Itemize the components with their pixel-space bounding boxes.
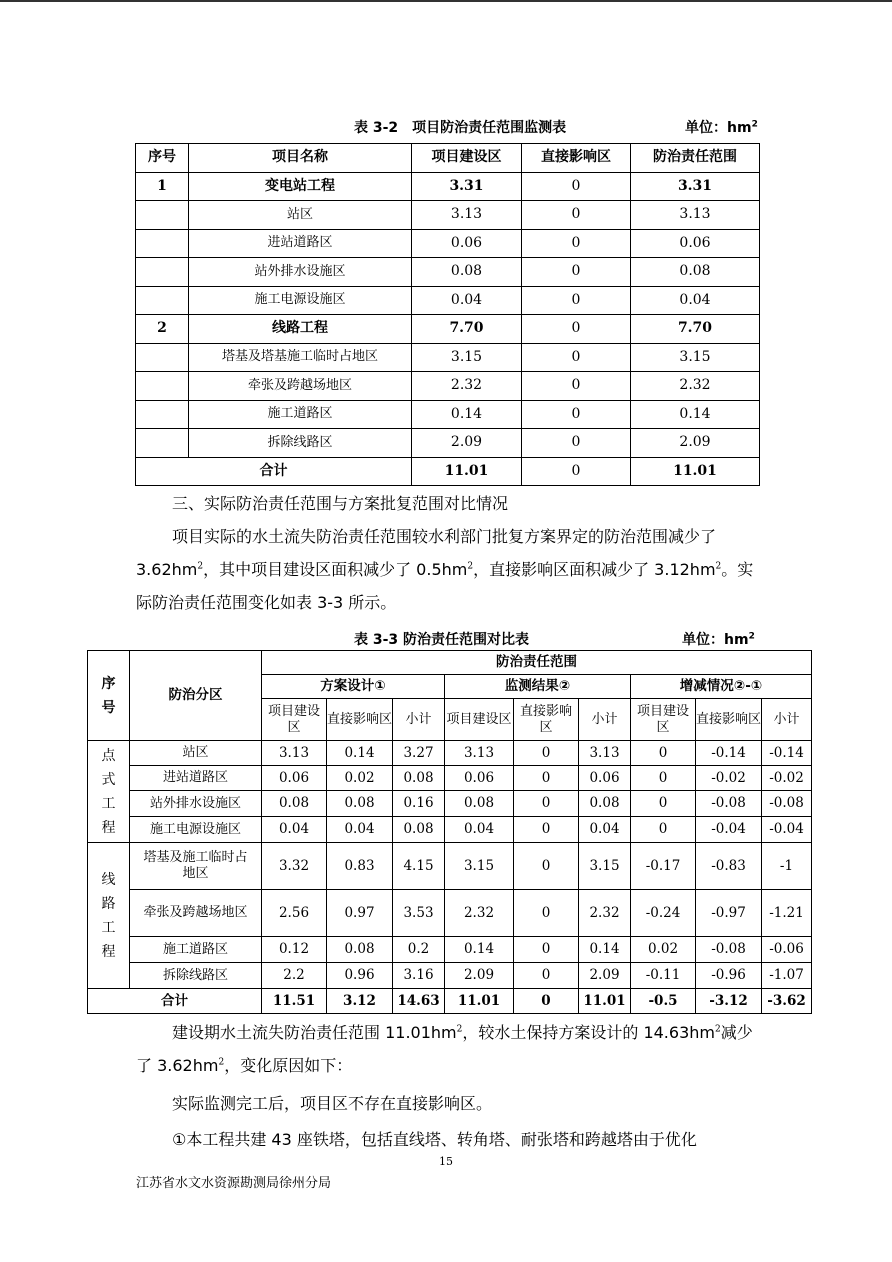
total-cell: -0.5 [631, 989, 696, 1014]
cell-value: 0 [514, 817, 579, 843]
cell-value: 0 [514, 963, 579, 989]
cell-value: 2.56 [262, 890, 327, 937]
cell-build: 3.13 [412, 201, 522, 230]
cell-total: 7.70 [631, 315, 760, 344]
cell-zone-name: 施工电源设施区 [130, 817, 262, 843]
total-cell: -3.62 [762, 989, 812, 1014]
cell-value: -1.21 [762, 890, 812, 937]
table-row [136, 286, 760, 315]
header-direct-area: 直接影响区 [522, 144, 631, 173]
cell-value: 0.06 [445, 766, 514, 791]
cell-name: 进站道路区 [189, 229, 412, 258]
table-row [136, 201, 760, 230]
table-row [136, 429, 760, 458]
section-heading: 三、实际防治责任范围与方案批复范围对比情况 [172, 494, 509, 513]
cell-zone-name: 进站道路区 [130, 766, 262, 791]
table-row [136, 315, 760, 344]
cell-value: -0.08 [696, 791, 762, 817]
table-row [88, 817, 812, 843]
paragraph-range-change: 项目实际的水土流失防治责任范围较水利部门批复方案界定的防治范围减少了 $3.62hm^2$，其中项目建设区面积减少了 $0.5hm^2$，直接影响区面积减少了 $3.12hm^2$。实际防治责任范围变化如表 3-3 所示。 [136, 527, 754, 612]
cell-build: 3.15 [412, 343, 522, 372]
cell-value: -1 [762, 843, 812, 890]
cell-value: 0.08 [327, 937, 393, 963]
table-total-row [88, 989, 812, 1014]
cell-direct: 0 [522, 172, 631, 201]
group-line-engineering: 线路工程 [88, 843, 130, 989]
cell-value: 3.16 [393, 963, 445, 989]
cell-direct: 0 [522, 400, 631, 429]
sub-subtotal: 小计 [393, 699, 445, 741]
cell-total: 2.32 [631, 372, 760, 401]
cell-value: -0.08 [762, 791, 812, 817]
cell-value: 3.13 [579, 741, 631, 766]
cell-name: 塔基及塔基施工临时占地区 [189, 343, 412, 372]
cell-name: 站区 [189, 201, 412, 230]
total-direct: 0 [522, 457, 631, 486]
cell-no [136, 372, 189, 401]
cell-no [136, 429, 189, 458]
cell-direct: 0 [522, 229, 631, 258]
cell-no: 1 [136, 172, 189, 201]
cell-value: 0.04 [579, 817, 631, 843]
cell-build: 0.06 [412, 229, 522, 258]
cell-direct: 0 [522, 343, 631, 372]
table-row [88, 843, 812, 890]
cell-name: 站外排水设施区 [189, 258, 412, 287]
sub-subtotal: 小计 [762, 699, 812, 741]
cell-value: 3.53 [393, 890, 445, 937]
cell-value: -0.17 [631, 843, 696, 890]
total-cell: 14.63 [393, 989, 445, 1014]
cell-value: 0 [631, 817, 696, 843]
total-cell: 0 [514, 989, 579, 1014]
cell-zone-name: 塔基及施工临时占地区 [130, 843, 262, 890]
cell-value: -0.11 [631, 963, 696, 989]
paragraph-construction-range: 建设期水土流失防治责任范围 $11.01hm^2$，较水土保持方案设计的 $14.63hm^2$减少了 $3.62hm^2$，变化原因如下： [136, 1023, 753, 1075]
cell-value: 3.13 [445, 741, 514, 766]
cell-value: 0.08 [327, 791, 393, 817]
cell-direct: 0 [522, 286, 631, 315]
sub-direct: 直接影响区 [696, 699, 762, 741]
header-build-area: 项目建设区 [412, 144, 522, 173]
cell-value: 0.04 [327, 817, 393, 843]
cell-name: 拆除线路区 [189, 429, 412, 458]
cell-build: 2.32 [412, 372, 522, 401]
cell-value: 0.2 [393, 937, 445, 963]
cell-value: -0.06 [762, 937, 812, 963]
cell-value: 0 [514, 791, 579, 817]
cell-value: -0.83 [696, 843, 762, 890]
cell-zone-name: 牵张及跨越场地区 [130, 890, 262, 937]
cell-value: 0.16 [393, 791, 445, 817]
cell-value: 2.09 [579, 963, 631, 989]
header-no: 序号 [88, 651, 130, 741]
cell-direct: 0 [522, 429, 631, 458]
cell-no [136, 400, 189, 429]
cell-no [136, 258, 189, 287]
cell-value: 0.14 [327, 741, 393, 766]
table-3-3-unit: 单位：$hm^2$ [682, 631, 755, 648]
cell-value: 0.08 [445, 791, 514, 817]
cell-total: 0.04 [631, 286, 760, 315]
table-row [136, 172, 760, 201]
table-3-3 [87, 650, 812, 1014]
cell-build: 3.31 [412, 172, 522, 201]
cell-build: 2.09 [412, 429, 522, 458]
cell-name: 线路工程 [189, 315, 412, 344]
header-row-1 [88, 651, 812, 675]
cell-total: 0.08 [631, 258, 760, 287]
cell-value: 0 [631, 791, 696, 817]
cell-value: 0.96 [327, 963, 393, 989]
cell-value: 0 [514, 741, 579, 766]
table-row [88, 890, 812, 937]
table-row [136, 258, 760, 287]
cell-direct: 0 [522, 372, 631, 401]
cell-value: -0.24 [631, 890, 696, 937]
cell-value: -0.14 [696, 741, 762, 766]
cell-name: 牵张及跨越场地区 [189, 372, 412, 401]
total-build: 11.01 [412, 457, 522, 486]
cell-value: 0.02 [631, 937, 696, 963]
header-plan-design: 方案设计① [262, 675, 445, 699]
cell-total: 3.13 [631, 201, 760, 230]
cell-value: 2.32 [445, 890, 514, 937]
total-responsibility: 11.01 [631, 457, 760, 486]
sub-direct: 直接影响区 [514, 699, 579, 741]
table-total-row [136, 457, 760, 486]
cell-value: -0.02 [762, 766, 812, 791]
total-cell: 11.51 [262, 989, 327, 1014]
cell-value: 3.15 [579, 843, 631, 890]
cell-total: 2.09 [631, 429, 760, 458]
table-row [88, 741, 812, 766]
cell-value: 2.32 [579, 890, 631, 937]
cell-value: 0.06 [262, 766, 327, 791]
cell-total: 0.06 [631, 229, 760, 258]
table-header-row [136, 144, 760, 173]
cell-value: -0.96 [696, 963, 762, 989]
cell-value: 0.83 [327, 843, 393, 890]
header-monitoring-result: 监测结果② [445, 675, 631, 699]
paragraph-towers: ①本工程共建 43 座铁塔，包括直线塔、转角塔、耐张塔和跨越塔由于优化 [172, 1130, 697, 1149]
cell-value: 0 [631, 766, 696, 791]
cell-value: 0.04 [262, 817, 327, 843]
group-point-engineering: 点式工程 [88, 741, 130, 843]
table-row [136, 229, 760, 258]
cell-value: 0.12 [262, 937, 327, 963]
table-row [88, 937, 812, 963]
cell-value: 0 [514, 843, 579, 890]
cell-value: 0.08 [393, 766, 445, 791]
paragraph-no-direct-zone: 实际监测完工后，项目区不存在直接影响区。 [172, 1094, 493, 1113]
cell-zone-name: 站外排水设施区 [130, 791, 262, 817]
header-name: 项目名称 [189, 144, 412, 173]
header-zone: 防治分区 [130, 651, 262, 741]
cell-value: 0.97 [327, 890, 393, 937]
total-cell: 11.01 [445, 989, 514, 1014]
sub-build: 项目建设区 [262, 699, 327, 741]
cell-value: -0.04 [696, 817, 762, 843]
cell-build: 7.70 [412, 315, 522, 344]
cell-value: 2.2 [262, 963, 327, 989]
cell-value: -0.02 [696, 766, 762, 791]
cell-value: 3.15 [445, 843, 514, 890]
cell-value: 0 [514, 937, 579, 963]
sub-direct: 直接影响区 [327, 699, 393, 741]
page-number: 15 [439, 1155, 453, 1168]
cell-direct: 0 [522, 315, 631, 344]
cell-value: 3.27 [393, 741, 445, 766]
cell-name: 施工道路区 [189, 400, 412, 429]
table-row [88, 791, 812, 817]
cell-zone-name: 施工道路区 [130, 937, 262, 963]
total-cell: 3.12 [327, 989, 393, 1014]
footer-organization: 江苏省水文水资源勘测局徐州分局 [136, 1176, 332, 1191]
cell-no [136, 286, 189, 315]
cell-value: 0.04 [445, 817, 514, 843]
header-change: 增减情况②-① [631, 675, 812, 699]
cell-zone-name: 拆除线路区 [130, 963, 262, 989]
cell-value: 0 [631, 741, 696, 766]
cell-value: 0.06 [579, 766, 631, 791]
total-cell: 11.01 [579, 989, 631, 1014]
total-label: 合计 [136, 457, 412, 486]
header-responsibility-range: 防治责任范围 [262, 651, 812, 675]
cell-value: -0.08 [696, 937, 762, 963]
table-row [88, 766, 812, 791]
cell-name: 施工电源设施区 [189, 286, 412, 315]
cell-no [136, 343, 189, 372]
sub-build: 项目建设区 [445, 699, 514, 741]
page-top-border [0, 0, 892, 2]
cell-value: 4.15 [393, 843, 445, 890]
table-row [136, 372, 760, 401]
table-row [136, 400, 760, 429]
cell-value: 3.13 [262, 741, 327, 766]
cell-value: -0.04 [762, 817, 812, 843]
cell-value: -0.14 [762, 741, 812, 766]
cell-value: 0.08 [579, 791, 631, 817]
table-3-3-caption: 表 3-3 防治责任范围对比表 [354, 632, 530, 648]
cell-zone-name: 站区 [130, 741, 262, 766]
table-3-2-unit: 单位：$hm^2$ [685, 119, 758, 136]
cell-value: 0.02 [327, 766, 393, 791]
total-label: 合计 [88, 989, 262, 1014]
cell-no [136, 201, 189, 230]
cell-total: 3.15 [631, 343, 760, 372]
cell-no: 2 [136, 315, 189, 344]
cell-build: 0.04 [412, 286, 522, 315]
cell-value: 0.14 [445, 937, 514, 963]
cell-build: 0.08 [412, 258, 522, 287]
table-row [88, 963, 812, 989]
cell-value: 0.08 [262, 791, 327, 817]
table-3-2-caption: 表 3-2 项目防治责任范围监测表 [354, 120, 567, 136]
table-row [136, 343, 760, 372]
total-cell: -3.12 [696, 989, 762, 1014]
cell-value: -0.97 [696, 890, 762, 937]
cell-value: 2.09 [445, 963, 514, 989]
header-responsibility: 防治责任范围 [631, 144, 760, 173]
cell-name: 变电站工程 [189, 172, 412, 201]
cell-total: 3.31 [631, 172, 760, 201]
cell-build: 0.14 [412, 400, 522, 429]
cell-value: 0.08 [393, 817, 445, 843]
table-3-2 [135, 143, 760, 486]
cell-value: -1.07 [762, 963, 812, 989]
sub-build: 项目建设区 [631, 699, 696, 741]
cell-value: 0.14 [579, 937, 631, 963]
sub-subtotal: 小计 [579, 699, 631, 741]
header-no: 序号 [136, 144, 189, 173]
cell-direct: 0 [522, 258, 631, 287]
cell-value: 0 [514, 890, 579, 937]
cell-direct: 0 [522, 201, 631, 230]
cell-total: 0.14 [631, 400, 760, 429]
cell-value: 0 [514, 766, 579, 791]
cell-value: 3.32 [262, 843, 327, 890]
cell-no [136, 229, 189, 258]
